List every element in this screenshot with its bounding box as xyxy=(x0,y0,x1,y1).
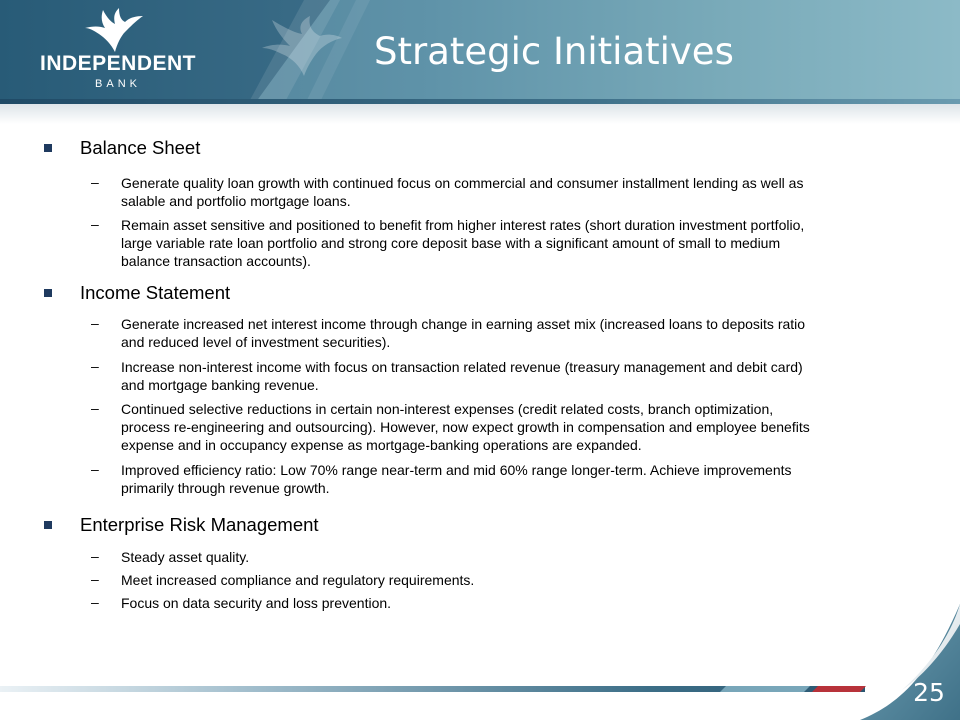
list-item xyxy=(121,461,911,497)
square-bullet-icon xyxy=(44,289,52,297)
dash-bullet-icon: – xyxy=(91,594,99,610)
dash-bullet-icon: – xyxy=(91,315,99,331)
dash-bullet-icon: – xyxy=(91,358,99,374)
brand-sub: BANK xyxy=(95,78,141,90)
list-item-line: primarily through revenue growth. xyxy=(121,480,330,496)
list-item xyxy=(121,571,911,589)
section-heading: Enterprise Risk Management xyxy=(80,514,319,535)
list-item-line: Increase non-interest income with focus on transaction related revenue (treasury management and debit card) xyxy=(121,359,803,375)
list-item-line: process re-engineering and outsourcing). However, now expect growth in compensation and employee benefits xyxy=(121,419,810,435)
brand-logo xyxy=(33,8,203,94)
list-item-line: Generate quality loan growth with continued focus on commercial and consumer installment lending as well as xyxy=(121,175,804,191)
list-item xyxy=(121,174,911,210)
header-band xyxy=(0,0,960,104)
eagle-icon xyxy=(85,8,145,54)
dash-bullet-icon: – xyxy=(91,461,99,477)
list-item-line: Improved efficiency ratio: Low 70% range near-term and mid 60% range longer-term. Achieve improvements xyxy=(121,462,792,478)
list-item-line: Continued selective reductions in certain non-interest expenses (credit related costs, branch optimization, xyxy=(121,401,774,417)
list-item-line: Focus on data security and loss prevention. xyxy=(121,595,392,611)
square-bullet-icon xyxy=(44,521,52,529)
list-item xyxy=(121,400,911,454)
list-item-line: Generate increased net interest income through change in earning asset mix (increased loans to deposits ratio xyxy=(121,316,806,332)
list-item xyxy=(121,216,911,270)
list-item-line: expense and in occupancy expense as mortgage-banking operations are expanded. xyxy=(121,437,642,453)
list-item-line: and reduced level of investment securities). xyxy=(121,334,391,350)
dash-bullet-icon: – xyxy=(91,174,99,190)
eagle-watermark-icon xyxy=(262,16,342,76)
list-item-line: large variable rate loan portfolio and strong core deposit base with a significant amount of small to medium xyxy=(121,235,781,251)
list-item xyxy=(121,594,911,612)
list-item xyxy=(121,548,911,566)
dash-bullet-icon: – xyxy=(91,571,99,587)
list-item-line: Meet increased compliance and regulatory requirements. xyxy=(121,572,475,588)
section-heading: Income Statement xyxy=(80,282,231,303)
list-item-line: Steady asset quality. xyxy=(121,549,250,565)
brand-name: INDEPENDENT xyxy=(39,52,197,75)
list-item-line: and mortgage banking revenue. xyxy=(121,377,319,393)
list-item-line: Remain asset sensitive and positioned to benefit from higher interest rates (short duration investment portfolio, xyxy=(121,217,805,233)
list-item-line: balance transaction accounts). xyxy=(121,253,311,269)
list-item xyxy=(121,315,911,351)
footer-accent-blue xyxy=(720,686,810,692)
list-item-line: salable and portfolio mortgage loans. xyxy=(121,193,351,209)
dash-bullet-icon: – xyxy=(91,400,99,416)
header-shadow xyxy=(0,104,960,124)
list-item xyxy=(121,358,911,394)
section-heading: Balance Sheet xyxy=(80,137,201,158)
dash-bullet-icon: – xyxy=(91,548,99,564)
dash-bullet-icon: – xyxy=(91,216,99,232)
footer-accent-red xyxy=(812,686,866,692)
page-number: 25 xyxy=(913,678,945,707)
slide-title: Strategic Initiatives xyxy=(374,30,734,73)
square-bullet-icon xyxy=(44,144,52,152)
